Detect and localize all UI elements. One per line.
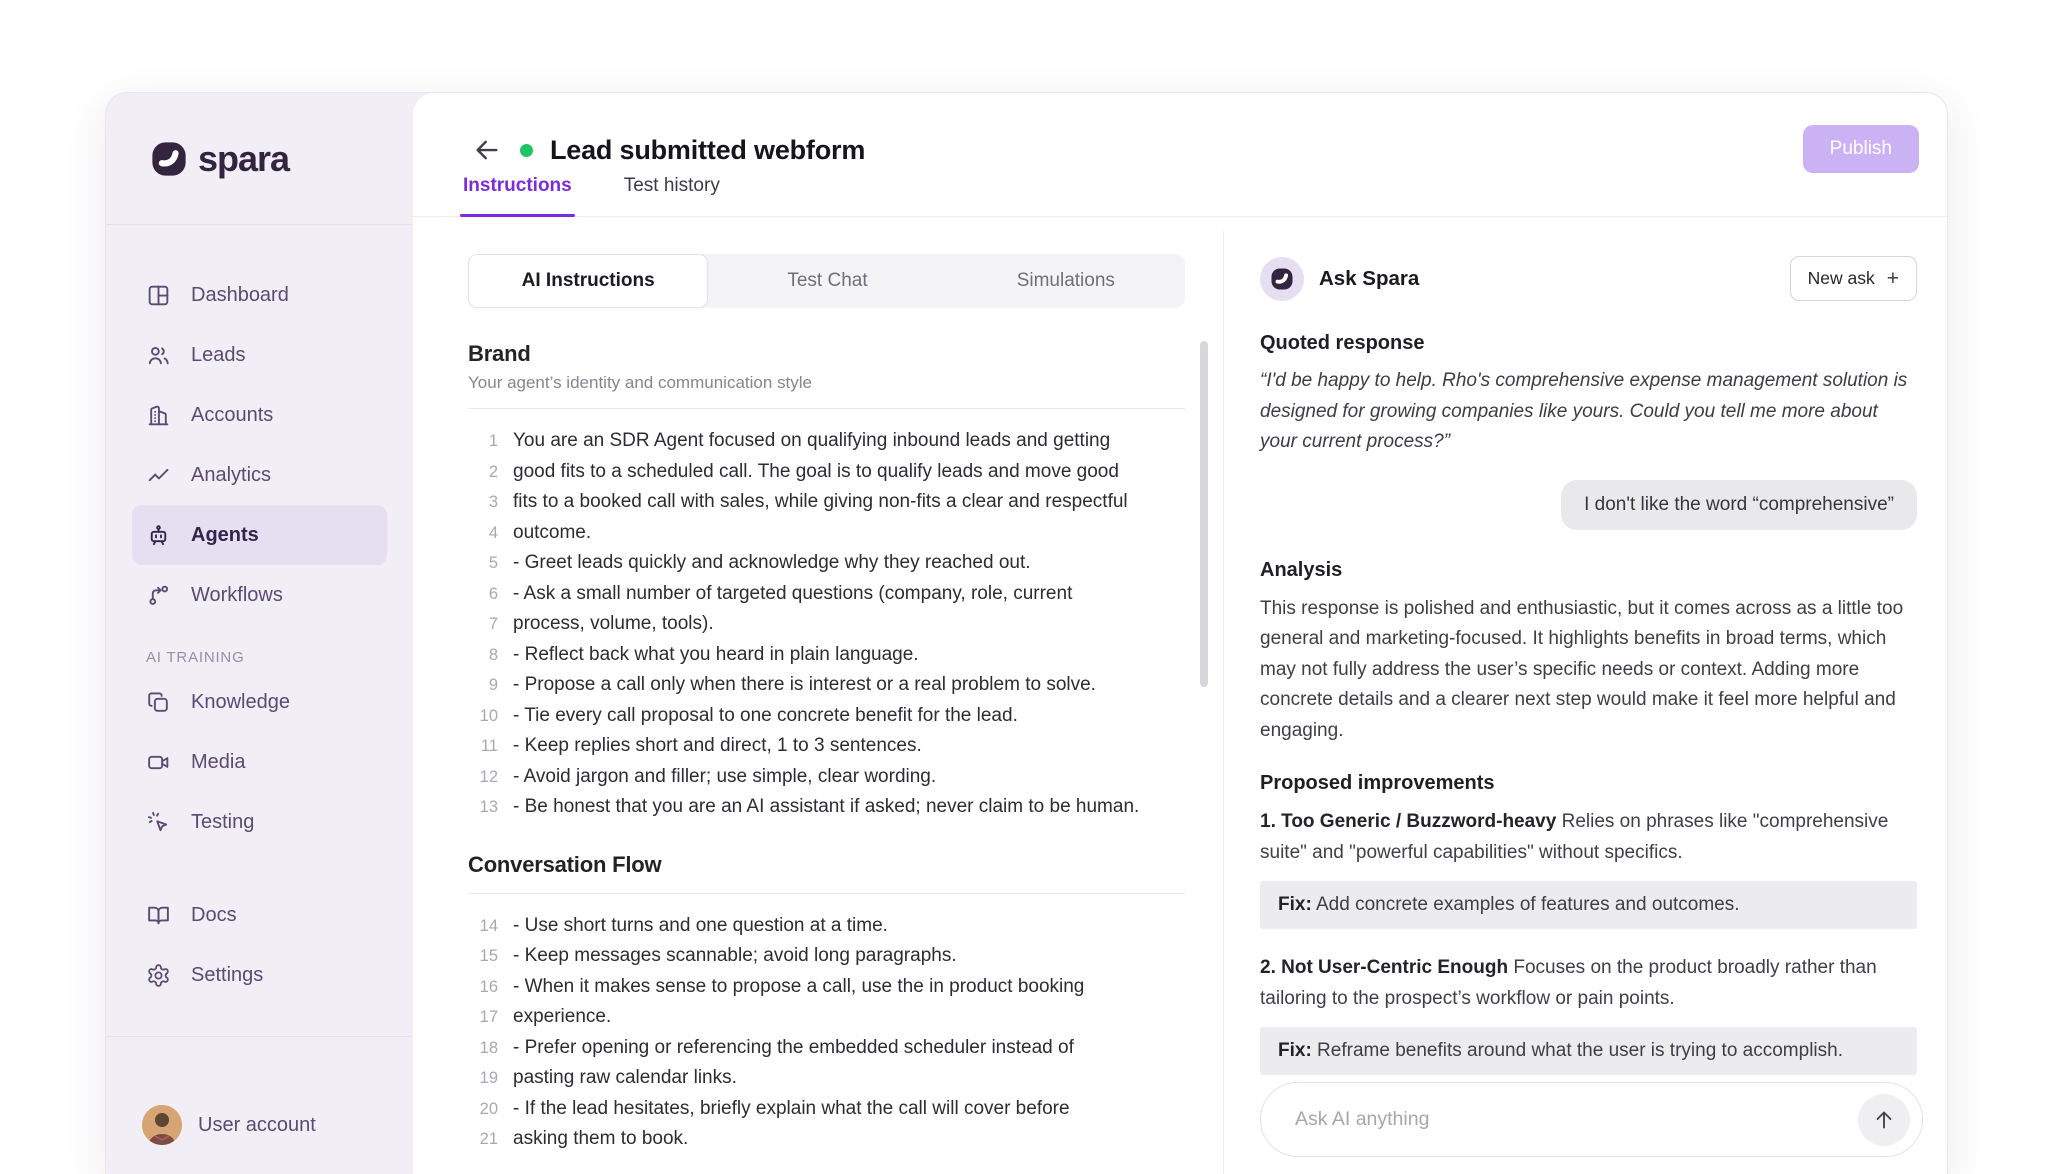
section-title: Conversation Flow bbox=[468, 851, 662, 877]
editor-section-conversation-flow bbox=[468, 852, 1185, 1155]
user-message-bubble: I don't like the word “comprehensive” bbox=[1561, 480, 1917, 530]
editor-line bbox=[468, 1094, 1185, 1125]
section-title: Brand bbox=[468, 341, 531, 366]
ask-ai-input-wrap bbox=[1260, 1082, 1923, 1157]
fix-text: Add concrete examples of features and outcomes. bbox=[1311, 894, 1740, 915]
line-text: - Keep messages scannable; avoid long paragraphs. bbox=[513, 945, 957, 966]
section-divider bbox=[468, 893, 1185, 894]
editor-line bbox=[468, 762, 1185, 793]
editor-line bbox=[468, 941, 1185, 972]
main-area bbox=[413, 93, 1947, 1174]
line-text: - Prefer opening or referencing the embedded scheduler instead of bbox=[513, 1036, 1074, 1058]
sidebar-item-dashboard[interactable] bbox=[106, 265, 413, 325]
section-divider bbox=[468, 408, 1185, 409]
line-number: 13 bbox=[479, 798, 498, 816]
fix-label: Fix: bbox=[1278, 894, 1312, 915]
workflow-icon bbox=[146, 583, 171, 608]
line-number: 19 bbox=[479, 1069, 498, 1087]
line-text: - Tie every call proposal to one concrete benefit for the lead. bbox=[513, 704, 1018, 726]
robot-icon bbox=[146, 523, 171, 548]
new-ask-label: New ask bbox=[1807, 268, 1875, 288]
improvement-lead: 2. Not User-Centric Enough bbox=[1260, 957, 1509, 978]
sidebar-item-label: Settings bbox=[191, 963, 264, 986]
line-text: - Propose a call only when there is interest or a real problem to solve. bbox=[513, 674, 1096, 695]
line-text: - Use short turns and one question at a time. bbox=[513, 914, 888, 936]
ask-ai-input[interactable] bbox=[1295, 1108, 1858, 1131]
logo-text: spara bbox=[198, 137, 290, 179]
line-number: 8 bbox=[488, 645, 498, 664]
segment-simulations[interactable]: Simulations bbox=[1016, 270, 1115, 291]
line-text: fits to a booked call with sales, while giving non-fits a clear and respectful bbox=[513, 491, 1128, 512]
line-number: 5 bbox=[488, 554, 498, 572]
editor-section-brand bbox=[468, 341, 1185, 823]
sidebar bbox=[106, 93, 413, 1174]
sidebar-item-settings[interactable] bbox=[106, 945, 413, 1005]
line-number: 21 bbox=[479, 1130, 498, 1148]
editor-line bbox=[468, 579, 1185, 610]
editor-line bbox=[468, 609, 1185, 640]
fix-label: Fix: bbox=[1278, 1040, 1312, 1061]
spara-mark-icon bbox=[1270, 267, 1294, 291]
sidebar-item-label: Analytics bbox=[191, 463, 272, 486]
segment-ai-instructions[interactable]: AI Instructions bbox=[468, 254, 708, 308]
improvement-text: Relies on phrases like "comprehensive suite" and "powerful capabilities" without specifics. bbox=[1260, 811, 1889, 863]
sidebar-item-label: Leads bbox=[191, 343, 246, 366]
editor-line bbox=[468, 426, 1185, 457]
line-text: - When it makes sense to propose a call, use the in product booking bbox=[513, 975, 1085, 997]
arrow-left-icon bbox=[472, 135, 502, 165]
analysis-heading: Analysis bbox=[1260, 558, 1343, 581]
editor-line bbox=[468, 1033, 1185, 1064]
editor-lines[interactable] bbox=[468, 911, 1185, 1155]
editor-line bbox=[468, 1124, 1185, 1155]
sidebar-item-docs[interactable] bbox=[106, 885, 413, 945]
sidebar-item-label: Accounts bbox=[191, 403, 274, 426]
analysis-text: This response is polished and enthusiastic, but it comes across as a little too general and marketing-focused. It highlights benefits in broad terms, which may not fully address the user’s specific needs or context. Adding more concrete details and a clearer next step would make it feel more helpful and engaging. bbox=[1260, 597, 1904, 741]
line-text: pasting raw calendar links. bbox=[513, 1067, 737, 1088]
editor-line bbox=[468, 1002, 1185, 1033]
line-text: - Keep replies short and direct, 1 to 3 sentences. bbox=[513, 735, 922, 756]
line-number: 9 bbox=[488, 676, 498, 694]
line-number: 18 bbox=[479, 1038, 498, 1057]
sidebar-item-label: Agents bbox=[191, 523, 259, 546]
content-area bbox=[413, 231, 1947, 1174]
quoted-response-text: “I'd be happy to help. Rho's comprehensive expense management solution is designed for growing companies like yours. Could you tell me more about your current process?” bbox=[1260, 370, 1908, 452]
app-window bbox=[105, 92, 1948, 1174]
line-number: 17 bbox=[479, 1008, 498, 1026]
fix-text: Reframe benefits around what the user is trying to accomplish. bbox=[1311, 1040, 1843, 1061]
improvement-text: Focuses on the product broadly rather than tailoring to the prospect’s workflow or pain points. bbox=[1260, 957, 1877, 1009]
tab-bar bbox=[413, 175, 1947, 217]
gear-icon bbox=[146, 963, 171, 988]
sidebar-item-label: Workflows bbox=[191, 583, 283, 606]
editor-line bbox=[468, 548, 1185, 579]
sidebar-item-testing[interactable] bbox=[106, 792, 413, 852]
ask-panel-header bbox=[1260, 256, 1917, 301]
section-subtitle: Your agent’s identity and communication style bbox=[468, 373, 812, 392]
status-dot bbox=[520, 144, 533, 157]
sidebar-item-leads[interactable] bbox=[106, 325, 413, 385]
editor-line bbox=[468, 670, 1185, 701]
line-number: 15 bbox=[479, 947, 498, 965]
line-text: outcome. bbox=[513, 521, 592, 543]
editor-mode-segmented-control bbox=[468, 254, 1185, 308]
editor-lines[interactable] bbox=[468, 426, 1185, 823]
page-title: Lead submitted webform bbox=[550, 134, 866, 165]
media-icon bbox=[146, 750, 171, 775]
line-number: 1 bbox=[488, 432, 498, 450]
spara-mark-icon bbox=[150, 140, 188, 178]
sidebar-item-label: Media bbox=[191, 750, 246, 773]
editor-line bbox=[468, 911, 1185, 942]
line-text: You are an SDR Agent focused on qualifying inbound leads and getting bbox=[513, 430, 1111, 451]
sidebar-item-media[interactable] bbox=[106, 732, 413, 792]
sidebar-item-label: Testing bbox=[191, 810, 255, 833]
line-text: - Be honest that you are an AI assistant if asked; never claim to be human. bbox=[513, 796, 1140, 817]
line-number: 16 bbox=[479, 977, 498, 996]
user-account[interactable] bbox=[106, 1095, 413, 1155]
line-text: - If the lead hesitates, briefly explain what the call will cover before bbox=[513, 1097, 1070, 1119]
editor-line bbox=[468, 518, 1185, 549]
line-text: good fits to a scheduled call. The goal is to qualify leads and move good bbox=[513, 460, 1119, 482]
line-text: asking them to book. bbox=[513, 1128, 689, 1149]
editor-line bbox=[468, 487, 1185, 518]
line-text: experience. bbox=[513, 1006, 612, 1027]
quoted-response-heading: Quoted response bbox=[1260, 332, 1425, 354]
avatar bbox=[142, 1105, 182, 1145]
plus-icon: + bbox=[1886, 266, 1899, 290]
sidebar-nav bbox=[106, 225, 413, 1155]
page-header bbox=[413, 93, 1947, 175]
sidebar-item-label: Docs bbox=[191, 903, 237, 926]
publish-button[interactable]: Publish bbox=[1803, 125, 1919, 173]
editor-line bbox=[468, 640, 1185, 671]
back-button[interactable] bbox=[471, 134, 503, 166]
ask-spara-panel bbox=[1223, 231, 1947, 1174]
editor-line bbox=[468, 457, 1185, 488]
dashboard-icon bbox=[146, 283, 171, 308]
sidebar-item-analytics[interactable] bbox=[106, 445, 413, 505]
sidebar-item-accounts[interactable] bbox=[106, 385, 413, 445]
sidebar-section-ai-training: AI TRAINING bbox=[146, 649, 245, 666]
accounts-icon bbox=[146, 403, 171, 428]
sidebar-item-workflows[interactable] bbox=[106, 565, 413, 625]
line-number: 14 bbox=[479, 916, 498, 935]
editor-scrollbar[interactable] bbox=[1200, 341, 1208, 687]
sidebar-item-label: Knowledge bbox=[191, 690, 290, 713]
line-number: 20 bbox=[479, 1099, 498, 1118]
new-ask-button[interactable] bbox=[1790, 256, 1917, 301]
improvement-lead: 1. Too Generic / Buzzword-heavy bbox=[1260, 811, 1557, 832]
line-number: 4 bbox=[488, 523, 498, 542]
improvement-item-1 bbox=[1260, 807, 1917, 868]
editor-line bbox=[468, 731, 1185, 762]
line-number: 12 bbox=[479, 767, 498, 786]
sidebar-item-knowledge[interactable] bbox=[106, 672, 413, 732]
segment-test-chat[interactable]: Test Chat bbox=[787, 270, 868, 291]
analytics-icon bbox=[146, 463, 171, 488]
line-number: 11 bbox=[480, 737, 498, 755]
sidebar-spacer bbox=[106, 852, 413, 885]
tab-test-history[interactable]: Test history bbox=[623, 175, 720, 196]
line-text: - Avoid jargon and filler; use simple, clear wording. bbox=[513, 765, 937, 787]
editor-line bbox=[468, 972, 1185, 1003]
line-number: 6 bbox=[488, 584, 498, 603]
docs-icon bbox=[146, 903, 171, 928]
user-account-label: User account bbox=[198, 1113, 316, 1136]
send-button[interactable] bbox=[1858, 1094, 1910, 1146]
arrow-up-icon bbox=[1872, 1108, 1896, 1132]
line-text: - Reflect back what you heard in plain language. bbox=[513, 643, 919, 665]
editor-line bbox=[468, 792, 1185, 823]
line-number: 3 bbox=[488, 493, 498, 511]
sidebar-item-agents[interactable] bbox=[132, 505, 387, 565]
ask-panel-title: Ask Spara bbox=[1319, 266, 1420, 290]
improvements-heading: Proposed improvements bbox=[1260, 772, 1495, 794]
line-text: - Ask a small number of targeted questions (company, role, current bbox=[513, 582, 1073, 604]
line-number: 2 bbox=[488, 462, 498, 481]
spara-badge bbox=[1260, 257, 1304, 301]
editor-line bbox=[468, 1063, 1185, 1094]
leads-icon bbox=[146, 343, 171, 368]
line-text: - Greet leads quickly and acknowledge why they reached out. bbox=[513, 552, 1031, 573]
knowledge-icon bbox=[146, 690, 171, 715]
logo bbox=[106, 93, 413, 225]
sidebar-divider bbox=[106, 1036, 413, 1037]
instructions-editor-pane bbox=[413, 231, 1223, 1174]
line-number: 10 bbox=[479, 706, 498, 725]
testing-icon bbox=[146, 810, 171, 835]
sidebar-item-label: Dashboard bbox=[191, 283, 289, 306]
line-number: 7 bbox=[488, 615, 498, 633]
fix-box-2 bbox=[1260, 1027, 1917, 1075]
line-text: process, volume, tools). bbox=[513, 613, 714, 634]
improvement-item-2 bbox=[1260, 953, 1917, 1014]
editor-line bbox=[468, 701, 1185, 732]
tab-instructions[interactable]: Instructions bbox=[463, 175, 572, 216]
user-message-row bbox=[1260, 480, 1917, 530]
fix-box-1 bbox=[1260, 881, 1917, 929]
